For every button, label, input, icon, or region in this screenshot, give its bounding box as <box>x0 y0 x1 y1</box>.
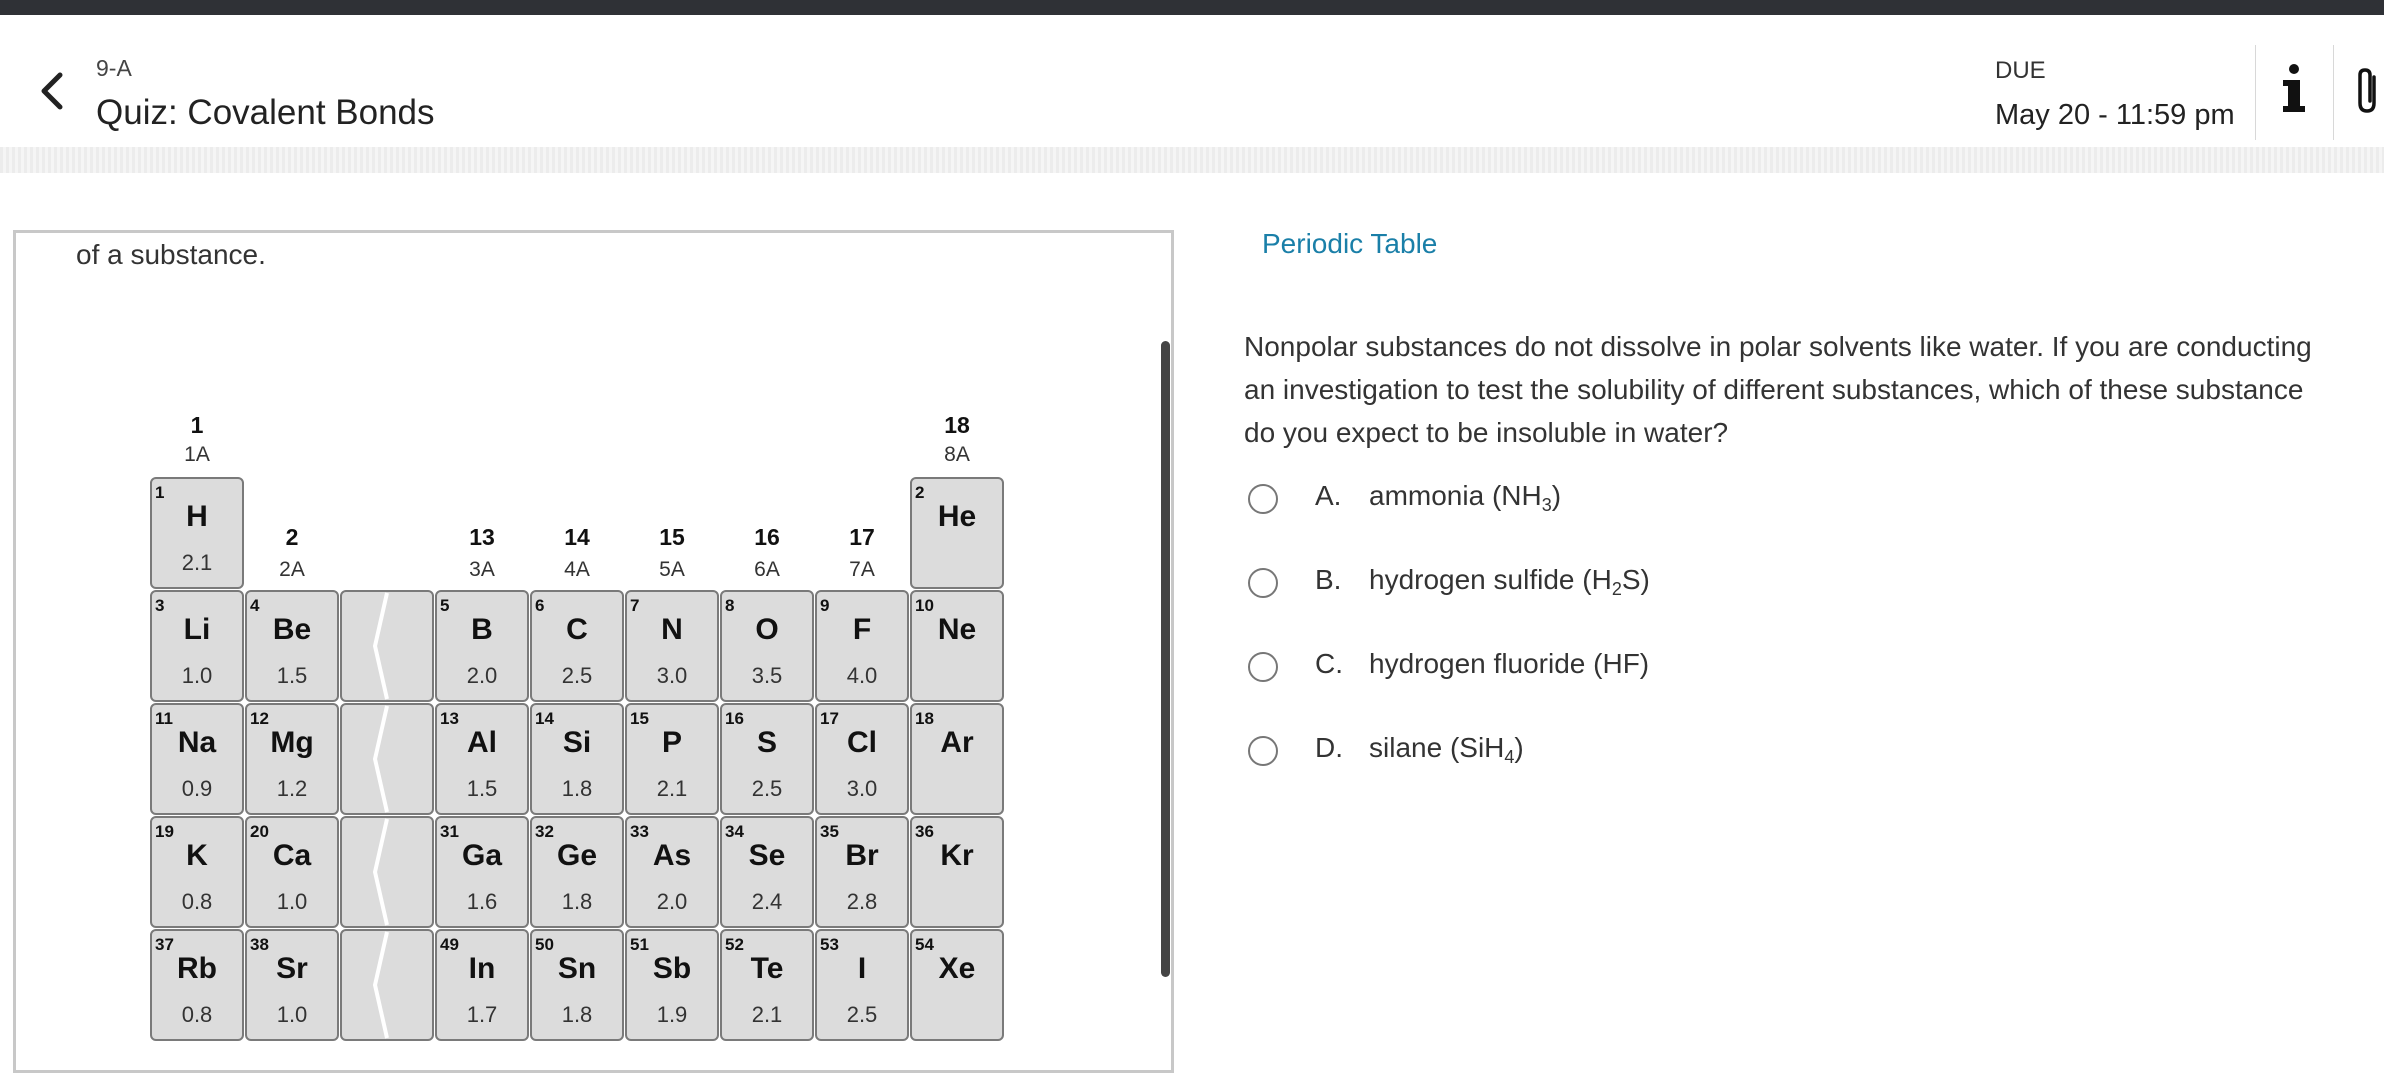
atomic-number: 19 <box>155 822 174 841</box>
electronegativity-value: 3.0 <box>656 663 688 688</box>
electronegativity-value: 2.1 <box>656 776 688 801</box>
atomic-number: 36 <box>915 822 934 841</box>
atomic-number: 5 <box>440 596 450 615</box>
element-symbol: As <box>652 839 692 872</box>
atomic-number: 4 <box>250 596 260 615</box>
radio-button[interactable] <box>1248 736 1278 766</box>
electronegativity-value: 1.8 <box>561 776 593 801</box>
radio-button[interactable] <box>1248 484 1278 514</box>
atomic-number: 11 <box>155 709 173 728</box>
option-text: silane (SiH$_4$) <box>1369 732 1524 767</box>
transition-gap-cell <box>341 930 433 1040</box>
answer-option-d[interactable] <box>1244 732 1844 776</box>
element-symbol: Ge <box>556 839 598 872</box>
atomic-number: 14 <box>535 709 554 728</box>
atomic-number: 17 <box>820 709 839 728</box>
element-symbol: F <box>852 613 872 646</box>
element-symbol: Kr <box>940 839 974 872</box>
element-symbol: N <box>661 613 683 646</box>
atomic-number: 7 <box>630 596 640 615</box>
atomic-number: 16 <box>725 709 744 728</box>
top-bar <box>0 0 2384 15</box>
info-icon <box>2272 60 2316 120</box>
atomic-number: 38 <box>250 935 269 954</box>
group-number: 18 <box>944 412 970 438</box>
electronegativity-value: 3.5 <box>751 663 783 688</box>
atomic-number: 3 <box>155 596 165 615</box>
scrollbar[interactable] <box>1161 341 1170 977</box>
electronegativity-value: 2.1 <box>181 550 213 575</box>
answer-option-b[interactable] <box>1244 564 1844 608</box>
electronegativity-value: 2.5 <box>846 1002 878 1027</box>
info-button[interactable] <box>2272 60 2316 120</box>
electronegativity-value: 1.5 <box>466 776 498 801</box>
atomic-number: 12 <box>250 709 269 728</box>
question-line: do you expect to be insoluble in water? <box>1244 417 1729 448</box>
element-symbol: K <box>186 839 208 872</box>
element-symbol: Ar <box>940 726 974 759</box>
question-stimulus-panel <box>13 230 1174 1073</box>
group-number: 13 <box>469 524 495 550</box>
option-letter: A. <box>1315 480 1342 511</box>
atomic-number: 9 <box>820 596 830 615</box>
atomic-number: 37 <box>155 935 174 954</box>
transition-gap-cell <box>341 591 433 701</box>
element-symbol: O <box>755 613 779 646</box>
answer-option-a[interactable] <box>1244 480 1844 524</box>
chevron-left-icon <box>34 63 74 119</box>
divider <box>2333 45 2334 140</box>
atomic-number: 13 <box>440 709 459 728</box>
element-symbol: Si <box>562 726 592 759</box>
option-letter: D. <box>1315 732 1343 763</box>
group-number: 2 <box>285 524 299 550</box>
group-label: 6A <box>754 558 780 581</box>
electronegativity-value: 0.9 <box>181 776 213 801</box>
electronegativity-value: 2.8 <box>846 889 878 914</box>
option-letter: B. <box>1315 564 1342 595</box>
element-symbol: Br <box>845 839 879 872</box>
stimulus-text: of a substance. <box>76 239 266 270</box>
group-label: 7A <box>849 558 875 581</box>
element-symbol: Ga <box>461 839 503 872</box>
element-symbol: S <box>756 726 778 759</box>
element-symbol: In <box>468 952 496 985</box>
question-line: an investigation to test the solubility of different substances, which of these substance <box>1244 374 2304 405</box>
atomic-number: 10 <box>915 596 934 615</box>
atomic-number: 53 <box>820 935 839 954</box>
element-symbol: Sn <box>557 952 597 985</box>
electronegativity-value: 3.0 <box>846 776 878 801</box>
group-label: 4A <box>564 558 590 581</box>
element-symbol: B <box>471 613 493 646</box>
atomic-number: 20 <box>250 822 269 841</box>
electronegativity-value: 1.8 <box>561 889 593 914</box>
due-date: May 20 - 11:59 pm <box>1995 99 2235 131</box>
electronegativity-value: 2.5 <box>561 663 593 688</box>
back-button[interactable] <box>34 63 74 119</box>
class-name: 9-A <box>96 55 132 81</box>
element-symbol: He <box>937 500 977 533</box>
element-symbol: Be <box>272 613 312 646</box>
atomic-number: 32 <box>535 822 554 841</box>
question-text <box>1244 325 2384 454</box>
transition-gap-cell <box>341 817 433 927</box>
group-number: 16 <box>754 524 780 550</box>
element-symbol: Al <box>467 726 497 759</box>
group-label: 2A <box>279 558 305 581</box>
electronegativity-value: 2.0 <box>656 889 688 914</box>
paperclip-icon <box>2354 67 2384 117</box>
electronegativity-value: 1.6 <box>466 889 498 914</box>
transition-gap-cell <box>341 704 433 814</box>
electronegativity-value: 2.1 <box>751 1002 783 1027</box>
electronegativity-value: 2.5 <box>751 776 783 801</box>
periodic-table <box>16 233 1171 1070</box>
due-label: DUE <box>1995 57 2046 84</box>
element-symbol: P <box>661 726 683 759</box>
electronegativity-value: 0.8 <box>181 1002 213 1027</box>
atomic-number: 15 <box>630 709 649 728</box>
atomic-number: 18 <box>915 709 934 728</box>
element-symbol: Ne <box>937 613 977 646</box>
attachment-button[interactable] <box>2354 67 2384 117</box>
element-symbol: H <box>186 500 208 533</box>
header-divider-strip <box>0 147 2384 173</box>
periodic-table-link[interactable]: Periodic Table <box>1262 228 1438 259</box>
electronegativity-value: 4.0 <box>846 663 878 688</box>
group-number: 14 <box>564 524 590 550</box>
element-symbol: Ca <box>272 839 312 872</box>
radio-button[interactable] <box>1248 568 1278 598</box>
element-symbol: Mg <box>270 726 314 759</box>
group-label: 1A <box>184 443 210 466</box>
answer-option-c[interactable] <box>1244 648 1844 692</box>
group-label: 3A <box>469 558 495 581</box>
electronegativity-value: 0.8 <box>181 889 213 914</box>
element-symbol: Te <box>750 952 784 985</box>
element-symbol: Se <box>748 839 786 872</box>
element-symbol: Rb <box>177 952 217 985</box>
group-number: 17 <box>849 524 875 550</box>
element-symbol: I <box>857 952 867 985</box>
element-symbol: Sr <box>276 952 308 985</box>
group-number: 15 <box>659 524 685 550</box>
header <box>0 15 2384 145</box>
electronegativity-value: 1.7 <box>466 1002 498 1027</box>
atomic-number: 34 <box>725 822 744 841</box>
element-symbol: C <box>566 613 588 646</box>
element-symbol: Cl <box>847 726 877 759</box>
element-symbol: Xe <box>938 952 976 985</box>
element-symbol: Sb <box>652 952 692 985</box>
atomic-number: 51 <box>630 935 649 954</box>
electronegativity-value: 1.0 <box>276 1002 308 1027</box>
atomic-number: 49 <box>440 935 459 954</box>
atomic-number: 33 <box>630 822 649 841</box>
element-cell <box>911 478 1003 588</box>
option-text: ammonia $(NH_3)$ <box>1369 480 1562 515</box>
element-symbol: Na <box>177 726 217 759</box>
option-letter: C. <box>1315 648 1343 679</box>
electronegativity-value: 2.4 <box>751 889 783 914</box>
group-label: 5A <box>659 558 685 581</box>
divider <box>2255 45 2256 140</box>
group-label: 8A <box>944 443 970 466</box>
electronegativity-value: 1.9 <box>656 1002 688 1027</box>
atomic-number: 8 <box>725 596 735 615</box>
electronegativity-value: 1.0 <box>276 889 308 914</box>
atomic-number: 1 <box>155 483 165 502</box>
electronegativity-value: 1.8 <box>561 1002 593 1027</box>
option-text: hydrogen sulfide $(H_2S)$ <box>1369 564 1650 599</box>
question-line: Nonpolar substances do not dissolve in polar solvents like water. If you are conducting <box>1244 331 2312 362</box>
page-title: Quiz: Covalent Bonds <box>96 93 435 132</box>
atomic-number: 2 <box>915 483 925 502</box>
atomic-number: 54 <box>915 935 934 954</box>
radio-button[interactable] <box>1248 652 1278 682</box>
option-text: hydrogen fluoride (HF) <box>1369 648 1650 679</box>
group-number: 1 <box>190 412 204 438</box>
atomic-number: 31 <box>440 822 459 841</box>
electronegativity-value: 1.2 <box>276 776 308 801</box>
electronegativity-value: 2.0 <box>466 663 498 688</box>
element-symbol: Li <box>183 613 211 646</box>
atomic-number: 35 <box>820 822 839 841</box>
atomic-number: 6 <box>535 596 545 615</box>
atomic-number: 50 <box>535 935 554 954</box>
electronegativity-value: 1.0 <box>181 663 213 688</box>
atomic-number: 52 <box>725 935 744 954</box>
electronegativity-value: 1.5 <box>276 663 308 688</box>
